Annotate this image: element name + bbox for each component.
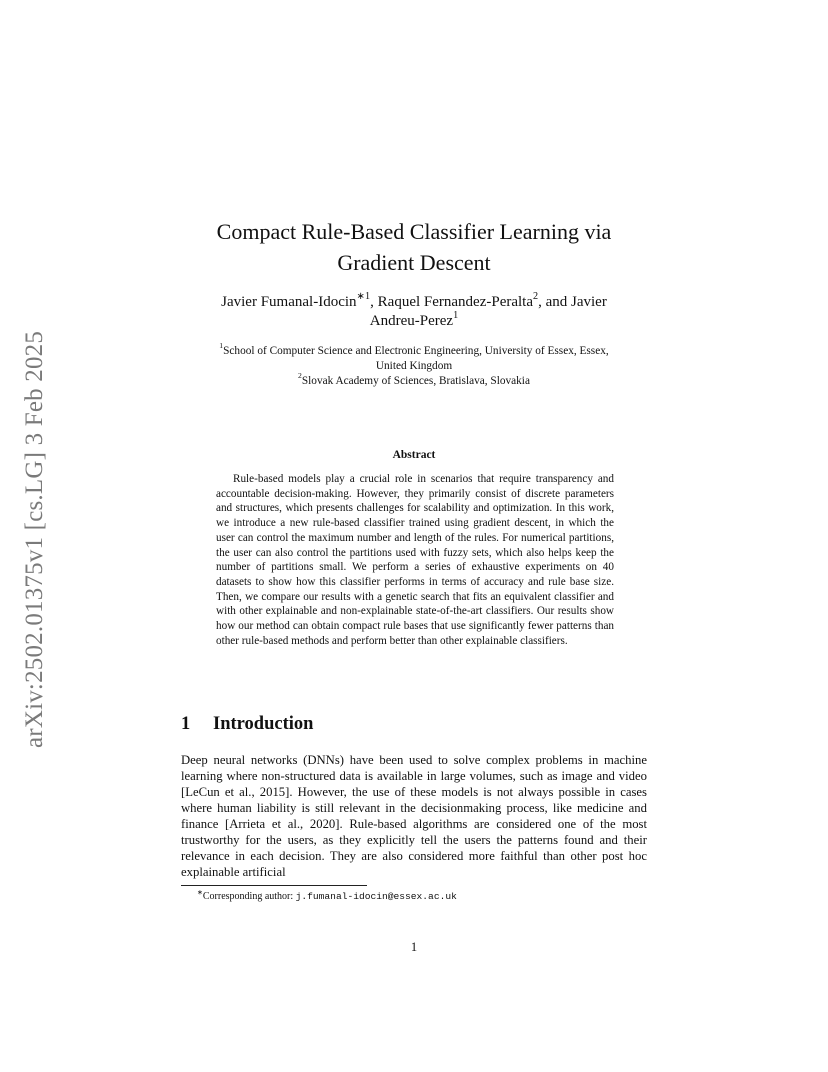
author-name: Javier Fumanal-Idocin — [221, 294, 357, 310]
affiliation-mark: 2 — [298, 371, 302, 381]
footnote-label: Corresponding author: — [202, 891, 296, 902]
introduction-body: Deep neural networks (DNNs) have been used to solve complex problems in machine learning where non-structured data is available in large volumes, such as image and video [LeCun et al., 2015]. However, the use of these models is not always possible in cases where human liability is still relevant in the decisionmaking process, like medicine and finance [Arrieta et al., 2020]. Rule-based algorithms are considered one of the most trustworthy for the users, as they explicitly tell the users the patterns found and their relevance in each decision. They are also considered more faithful than other post hoc explainable artificial — [181, 753, 647, 879]
section-heading — [181, 714, 647, 735]
affiliation-1 — [181, 341, 647, 359]
affiliation-text: Slovak Academy of Sciences, Bratislava, Slovakia — [301, 375, 530, 387]
corresponding-author-email[interactable]: j.fumanal-idocin@essex.ac.uk — [295, 891, 457, 902]
title-line-1: Compact Rule-Based Classifier Learning via — [216, 219, 612, 244]
section-title: Introduction — [213, 714, 314, 734]
author-name: Raquel Fernandez-Peralta — [377, 294, 534, 310]
title-line-2: Gradient Descent — [337, 250, 491, 275]
abstract-body: Rule-based models play a crucial role in scenarios that require transparency and accountable decision-making. However, they primarily consist of discrete parameters and structures, which presents challenges for scalability and optimization. In this work, we introduce a new rule-based classifier trained using gradient descent, in which the user can control the maximum number and length of the rules. For numerical partitions, the user can also control the partitions used with fuzzy sets, which also helps keep the number of partitions small. We perform a series of exhaustive experiments on 40 datasets to show how this classifier performs in terms of accuracy and rule base size. Then, we compare our results with a genetic search that fits an equivalent classifier and with other explainable and non-explainable state-of-the-art classifiers. Our results show how our method can obtain compact rule bases that use significantly fewer patterns than other rule-based methods and perform better than other explainable classifiers. — [216, 473, 614, 647]
author-separator: , — [370, 294, 378, 310]
affiliations — [181, 341, 647, 389]
footnote — [197, 890, 647, 903]
author-list — [181, 290, 647, 331]
affiliation-2 — [181, 371, 647, 389]
affiliation-text: School of Computer Science and Electronic Engineering, University of Essex, Essex, — [223, 345, 609, 357]
footnote-mark: ∗ — [197, 888, 203, 897]
author-affiliation-mark: 2 — [533, 290, 539, 302]
section-number: 1 — [181, 714, 191, 734]
affiliation-mark: 1 — [219, 341, 224, 351]
abstract-heading: Abstract — [392, 449, 436, 461]
author-name: Andreu-Perez — [369, 313, 454, 329]
arxiv-identifier: arXiv:2502.01375v1 [cs.LG] 3 Feb 2025 — [21, 330, 48, 748]
affiliation-1-continued: United Kingdom — [375, 360, 453, 372]
page-number: 1 — [410, 940, 418, 954]
author-affiliation-mark: 1 — [453, 309, 459, 321]
author-affiliation-mark: ∗1 — [356, 290, 371, 302]
author-separator: , and Javier — [538, 294, 607, 310]
paper-title — [181, 216, 647, 278]
footnote-divider — [181, 885, 367, 886]
